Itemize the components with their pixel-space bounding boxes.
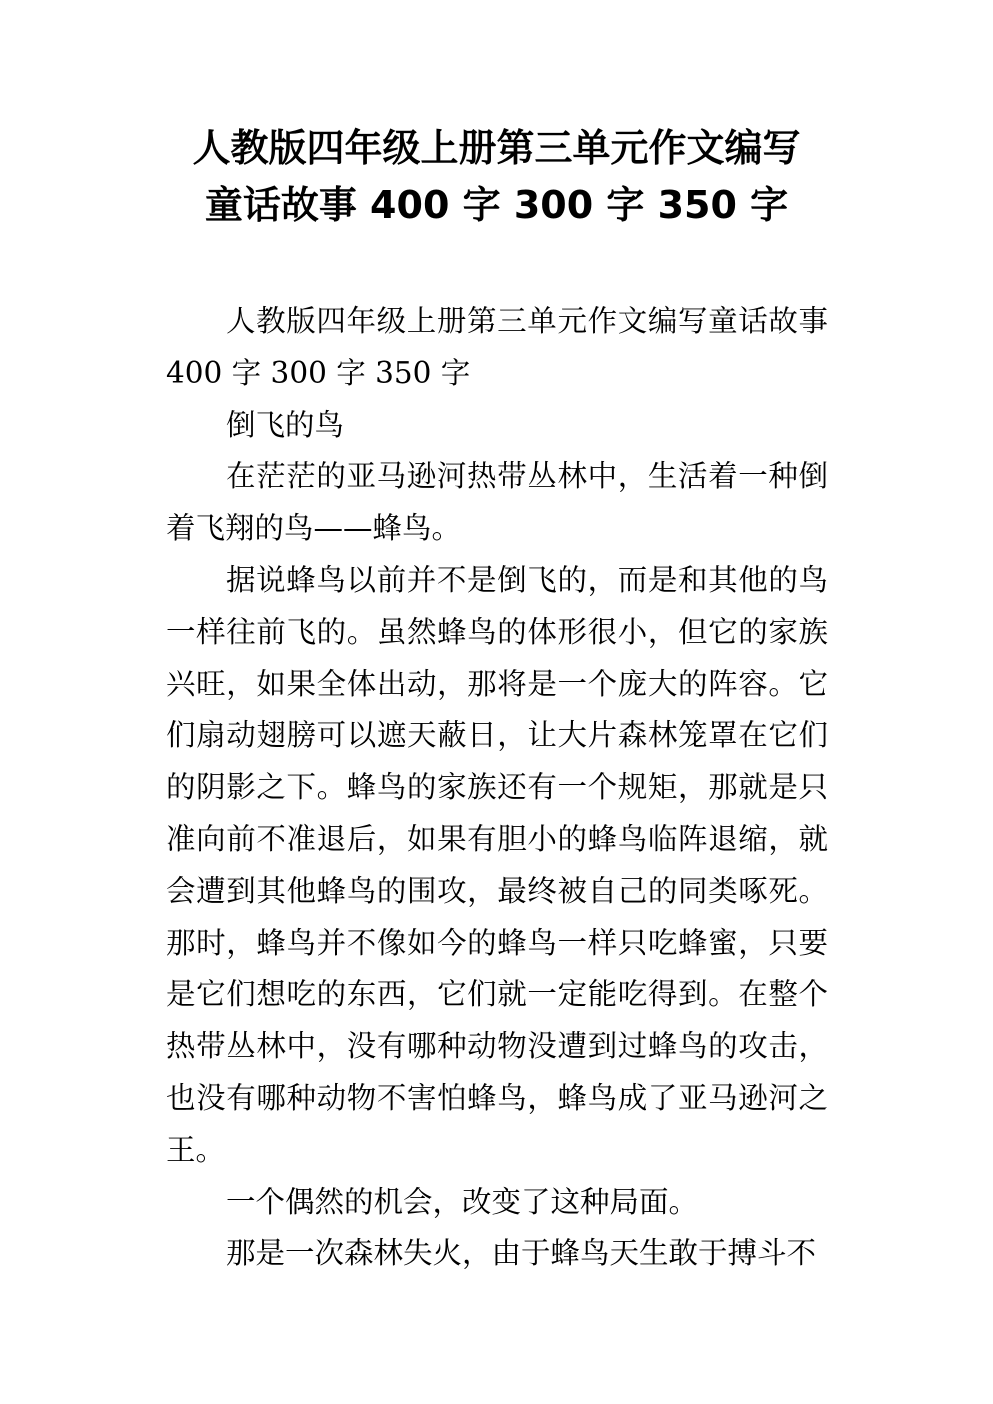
document-body	[166, 296, 828, 1280]
paragraph: 一个偶然的机会，改变了这种局面。	[226, 1184, 699, 1219]
paragraph: 那是一次森林失火，由于蜂鸟天生敢于搏斗不	[226, 1236, 817, 1271]
title-line-2: 童话故事 400 字 300 字 350 字	[204, 183, 789, 227]
paragraph: 据说蜂鸟以前并不是倒飞的，而是和其他的鸟一样往前飞的。虽然蜂鸟的体形很小，但它的家族兴旺，如果全体出动，那将是一个庞大的阵容。它们扇动翅膀可以遮天蔽日，让大片森林笼罩在它们的阴影之下。蜂鸟的家族还有一个规矩，那就是只准向前不准退后，如果有胆小的蜂鸟临阵退缩，就会遭到其他蜂鸟的围攻，最终被自己的同类啄死。那时，蜂鸟并不像如今的蜂鸟一样只吃蜂蜜，只要是它们想吃的东西，它们就一定能吃得到。在整个热带丛林中，没有哪种动物没遭到过蜂鸟的攻击，也没有哪种动物不害怕蜂鸟，蜂鸟成了亚马逊河之王。	[166, 562, 828, 1167]
title-line-1: 人教版四年级上册第三单元作文编写	[192, 126, 801, 170]
paragraph: 在茫茫的亚马逊河热带丛林中，生活着一种倒着飞翔的鸟——蜂鸟。	[166, 459, 828, 546]
document-title	[130, 120, 863, 234]
paragraph-intro: 人教版四年级上册第三单元作文编写童话故事 400 字 300 字 350 字	[166, 304, 828, 390]
story-title: 倒飞的鸟	[226, 407, 345, 442]
